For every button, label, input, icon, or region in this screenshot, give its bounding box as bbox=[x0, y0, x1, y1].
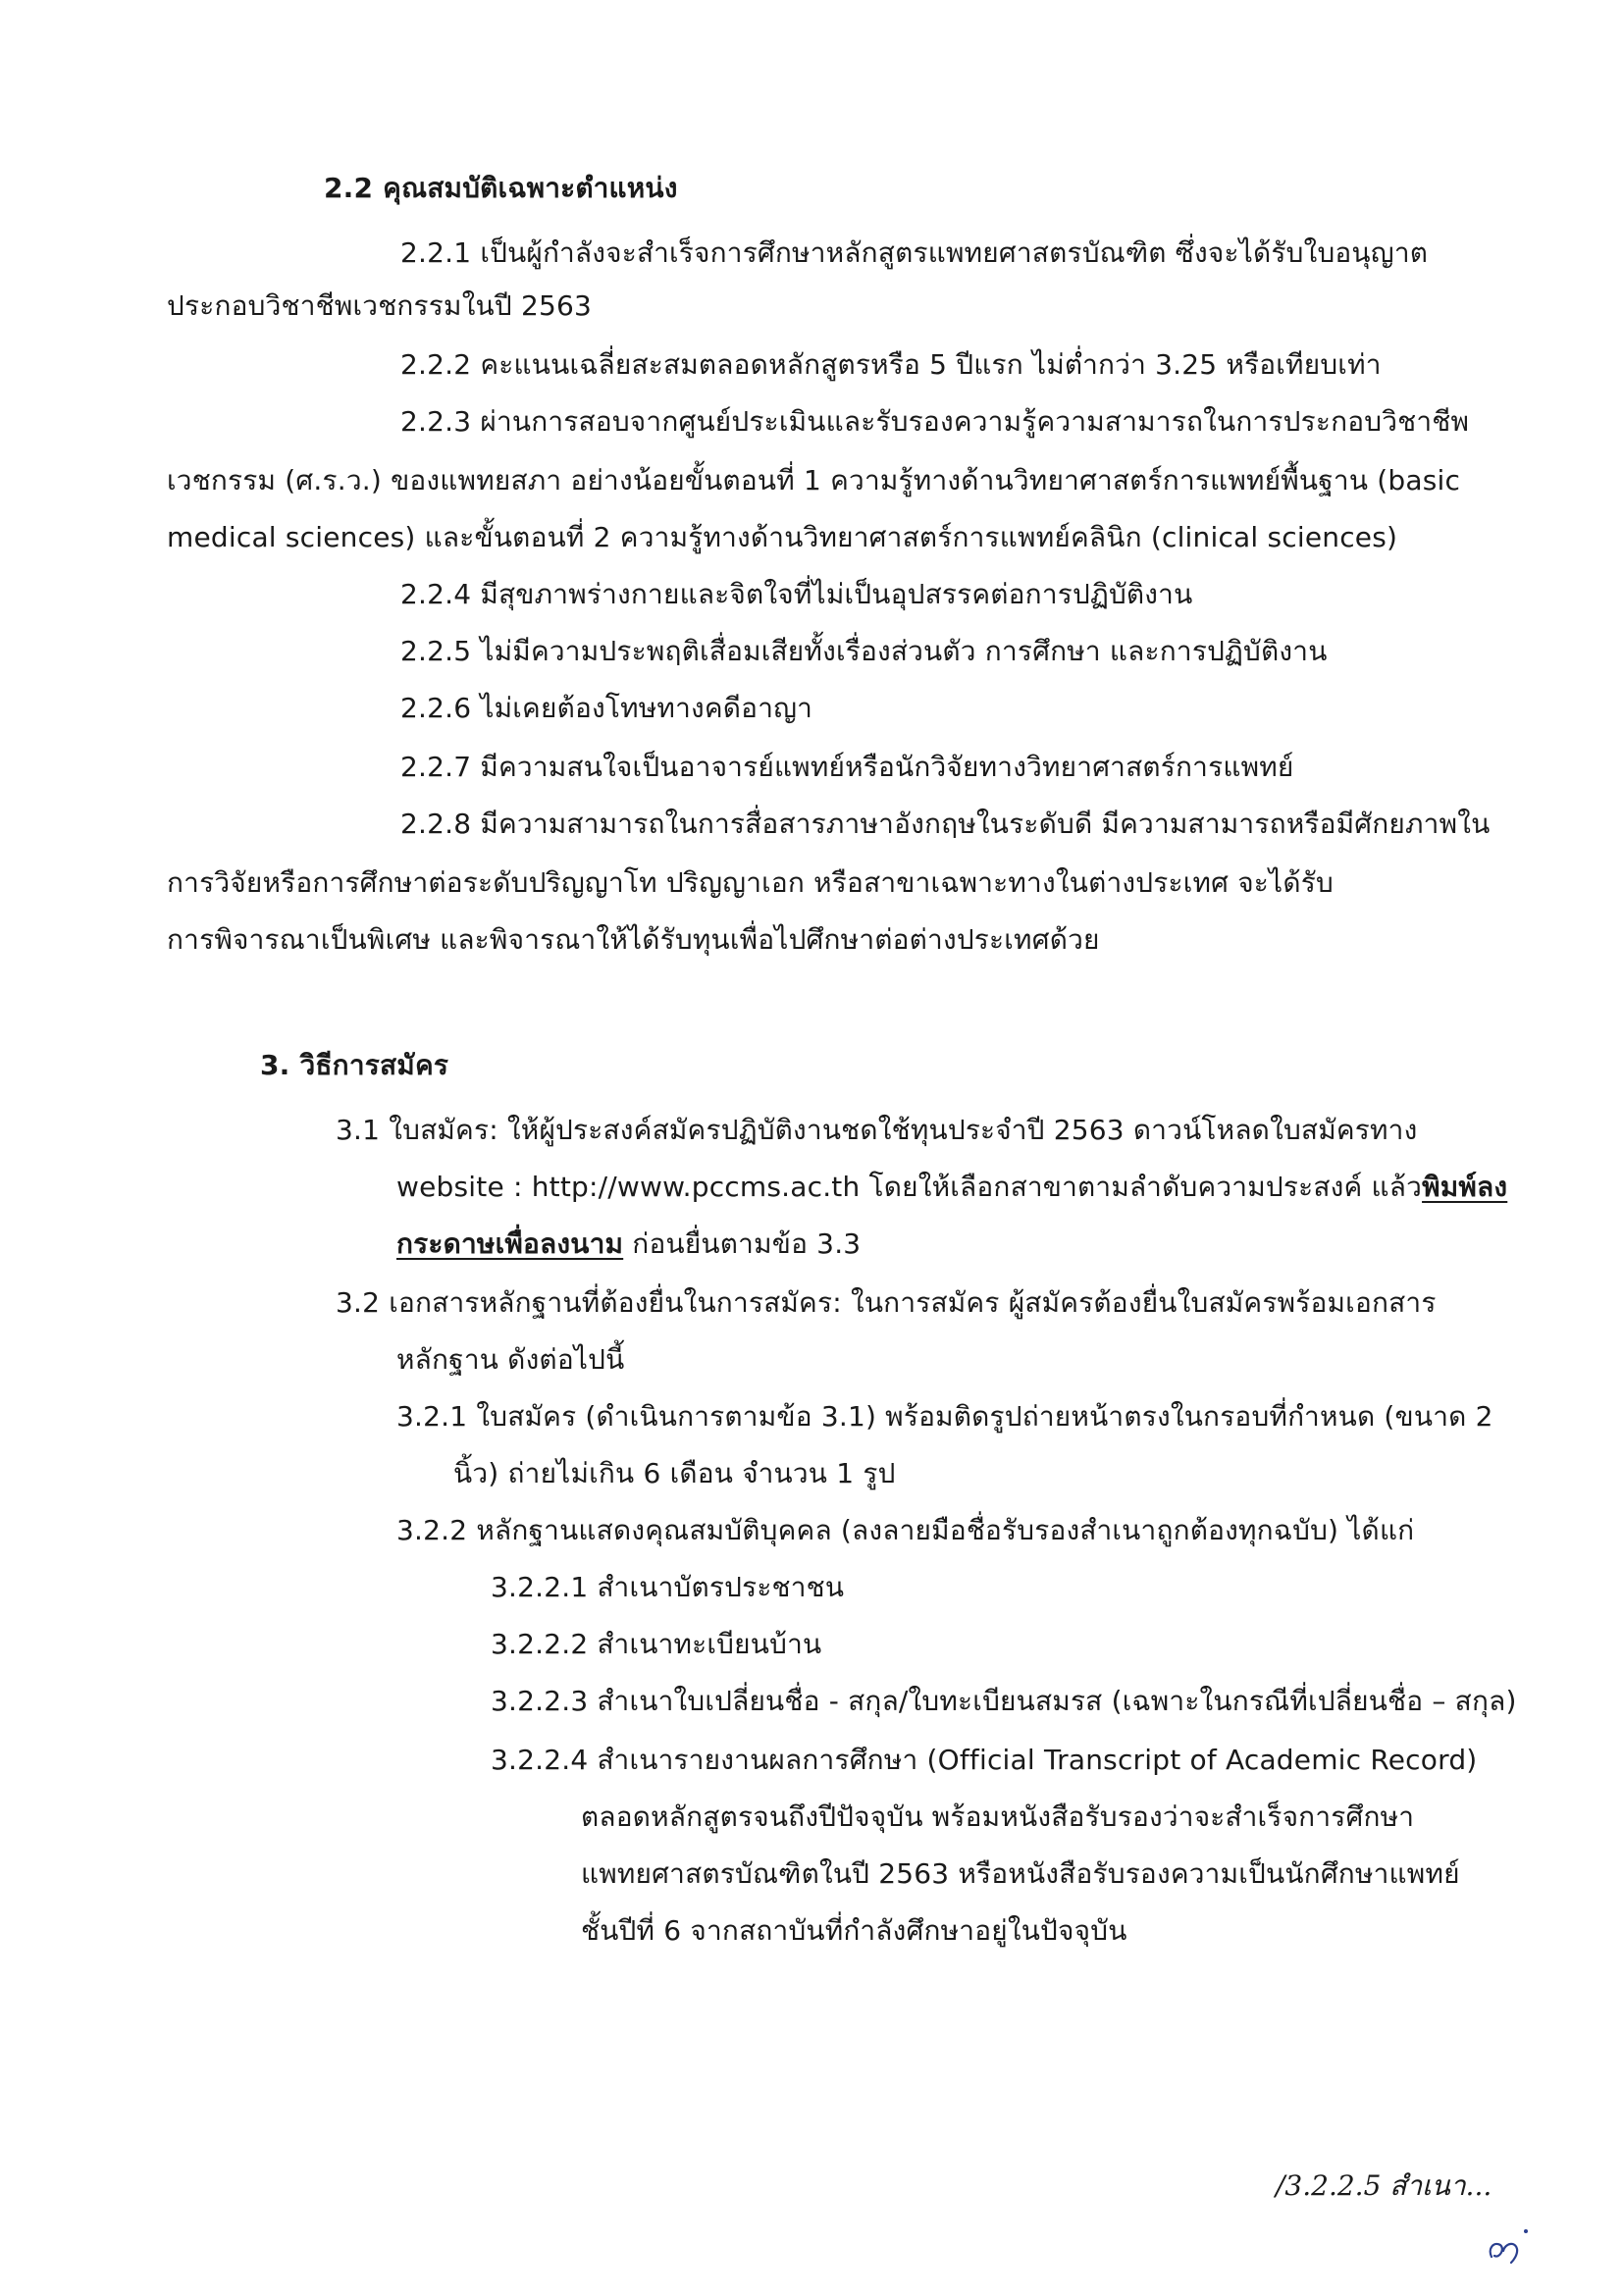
continuation-note: /3.2.2.5 สำเนา... bbox=[1276, 2169, 1492, 2202]
item-3-1-line-2 bbox=[396, 1168, 1507, 1207]
section-3-heading: 3. วิธีการสมัคร bbox=[260, 1049, 449, 1081]
item-2-2-4: 2.2.4 มีสุขภาพร่างกายและจิตใจที่ไม่เป็นอุปสรรคต่อการปฏิบัติงาน bbox=[400, 578, 1193, 610]
item-3-1-line-3 bbox=[396, 1225, 861, 1264]
item-2-2-8-line-3: การพิจารณาเป็นพิเศษ และพิจารณาให้ได้รับทุนเพื่อไปศึกษาต่อต่างประเทศด้วย bbox=[167, 923, 1100, 956]
item-3-2-1-line-2: นิ้ว) ถ่ายไม่เกิน 6 เดือน จำนวน 1 รูป bbox=[453, 1457, 896, 1489]
item-3-1-submit-note: ก่อนยื่นตามข้อ 3.3 bbox=[623, 1227, 862, 1260]
item-2-2-1-line-1: 2.2.1 เป็นผู้กำลังจะสำเร็จการศึกษาหลักสูตรแพทยศาสตรบัณฑิต ซึ่งจะได้รับใบอนุญาต bbox=[400, 236, 1429, 269]
item-2-2-3-line-1: 2.2.3 ผ่านการสอบจากศูนย์ประเมินและรับรองความรู้ความสามารถในการประกอบวิชาชีพ bbox=[400, 405, 1470, 438]
print-instruction-underlined: พิมพ์ลง bbox=[1422, 1171, 1508, 1203]
item-2-2-3-line-3: medical sciences) และขั้นตอนที่ 2 ความรู้ทางด้านวิทยาศาสตร์การแพทย์คลินิก (clinical sciences) bbox=[167, 521, 1398, 553]
sign-instruction-underlined: กระดาษเพื่อลงนาม bbox=[396, 1227, 624, 1260]
item-3-2-line-1: 3.2 เอกสารหลักฐานที่ต้องยื่นในการสมัคร: ในการสมัคร ผู้สมัครต้องยื่นใบสมัครพร้อมเอกสาร bbox=[336, 1286, 1437, 1319]
item-2-2-1-line-2: ประกอบวิชาชีพเวชกรรมในปี 2563 bbox=[167, 289, 593, 322]
item-3-2-2-4-line-1: 3.2.2.4 สำเนารายงานผลการศึกษา (Official Transcript of Academic Record) bbox=[491, 1744, 1478, 1776]
item-3-2-1-line-1: 3.2.1 ใบสมัคร (ดำเนินการตามข้อ 3.1) พร้อมติดรูปถ่ายหน้าตรงในกรอบที่กำหนด (ขนาด 2 bbox=[396, 1400, 1493, 1433]
handwritten-page-number-icon bbox=[1484, 2219, 1543, 2269]
item-2-2-7: 2.2.7 มีความสนใจเป็นอาจารย์แพทย์หรือนักวิจัยทางวิทยาศาสตร์การแพทย์ bbox=[400, 751, 1294, 783]
item-3-2-2-4-line-2: ตลอดหลักสูตรจนถึงปีปัจจุบัน พร้อมหนังสือรับรองว่าจะสำเร็จการศึกษา bbox=[581, 1800, 1415, 1833]
item-2-2-8-line-1: 2.2.8 มีความสามารถในการสื่อสารภาษาอังกฤษในระดับดี มีความสามารถหรือมีศักยภาพใน bbox=[400, 808, 1491, 840]
item-3-2-2-3: 3.2.2.3 สำเนาใบเปลี่ยนชื่อ - สกุล/ใบทะเบียนสมรส (เฉพาะในกรณีที่เปลี่ยนชื่อ – สกุล) bbox=[491, 1685, 1517, 1717]
item-3-2-2: 3.2.2 หลักฐานแสดงคุณสมบัติบุคคล (ลงลายมือชื่อรับรองสำเนาถูกต้องทุกฉบับ) ได้แก่ bbox=[396, 1514, 1415, 1546]
item-2-2-3-line-2: เวชกรรม (ศ.ร.ว.) ของแพทยสภา อย่างน้อยขั้นตอนที่ 1 ความรู้ทางด้านวิทยาศาสตร์การแพทย์พื้นฐาน (basic bbox=[167, 464, 1461, 496]
item-2-2-6: 2.2.6 ไม่เคยต้องโทษทางคดีอาญา bbox=[400, 692, 813, 724]
item-3-2-2-1: 3.2.2.1 สำเนาบัตรประชาชน bbox=[491, 1571, 845, 1603]
item-3-2-2-2: 3.2.2.2 สำเนาทะเบียนบ้าน bbox=[491, 1628, 822, 1660]
section-2-2-heading: 2.2 คุณสมบัติเฉพาะตำแหน่ง bbox=[324, 172, 678, 204]
item-3-2-line-2: หลักฐาน ดังต่อไปนี้ bbox=[396, 1343, 625, 1376]
item-3-1-line-1: 3.1 ใบสมัคร: ให้ผู้ประสงค์สมัครปฏิบัติงานชดใช้ทุนประจำปี 2563 ดาวน์โหลดใบสมัครทาง bbox=[336, 1114, 1418, 1146]
item-2-2-5: 2.2.5 ไม่มีความประพฤติเสื่อมเสียทั้งเรื่องส่วนตัว การศึกษา และการปฏิบัติงาน bbox=[400, 635, 1328, 667]
item-2-2-2: 2.2.2 คะแนนเฉลี่ยสะสมตลอดหลักสูตรหรือ 5 ปีแรก ไม่ต่ำกว่า 3.25 หรือเทียบเท่า bbox=[400, 348, 1382, 381]
item-3-1-website-text: website : http://www.pccms.ac.th โดยให้เลือกสาขาตามลำดับความประสงค์ แล้ว bbox=[396, 1171, 1423, 1203]
item-3-2-2-4-line-3: แพทยศาสตรบัณฑิตในปี 2563 หรือหนังสือรับรองความเป็นนักศึกษาแพทย์ bbox=[581, 1857, 1460, 1890]
item-2-2-8-line-2: การวิจัยหรือการศึกษาต่อระดับปริญญาโท ปริญญาเอก หรือสาขาเฉพาะทางในต่างประเทศ จะได้รับ bbox=[167, 866, 1334, 899]
item-3-2-2-4-line-4: ชั้นปีที่ 6 จากสถาบันที่กำลังศึกษาอยู่ในปัจจุบัน bbox=[581, 1914, 1127, 1947]
